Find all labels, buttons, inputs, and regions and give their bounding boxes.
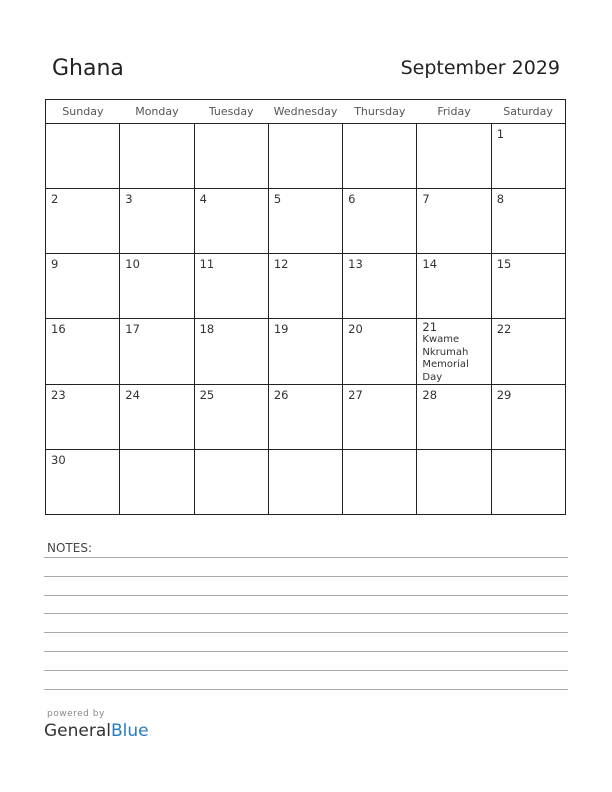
day-cell — [194, 319, 268, 385]
day-number: 11 — [199, 257, 215, 271]
day-number: 1 — [496, 127, 505, 141]
brand-general: General — [44, 721, 111, 741]
day-cell — [46, 385, 120, 450]
notes-line — [44, 595, 568, 596]
day-cell — [268, 254, 342, 319]
day-cell — [268, 450, 342, 515]
week-row — [46, 319, 566, 385]
day-cell — [417, 189, 491, 254]
day-number: 30 — [51, 453, 66, 467]
day-number: 9 — [51, 257, 59, 271]
day-cell — [268, 124, 342, 189]
day-cell — [268, 189, 342, 254]
day-number: 28 — [422, 388, 438, 402]
week-row — [46, 189, 566, 254]
day-cell — [491, 124, 565, 189]
holiday-label: Kwame Nkrumah Memorial Day — [422, 334, 469, 383]
week-row — [46, 124, 566, 189]
day-cell — [491, 319, 565, 385]
brand-blue: Blue — [111, 721, 149, 741]
day-number — [492, 450, 565, 453]
week-row — [46, 254, 566, 319]
weekday-sunday: Sunday — [46, 100, 120, 124]
week-row — [46, 450, 566, 515]
day-number: 6 — [348, 192, 356, 206]
day-number — [195, 124, 268, 127]
day-cell — [194, 385, 268, 450]
day-cell — [417, 385, 491, 450]
day-cell — [46, 124, 120, 189]
day-number — [417, 124, 490, 127]
day-cell — [343, 124, 417, 189]
day-cell — [417, 254, 491, 319]
weekday-tuesday: Tuesday — [194, 100, 268, 124]
day-number: 10 — [125, 257, 140, 271]
day-cell — [343, 450, 417, 515]
generalblue-logo — [44, 721, 149, 741]
day-number: 3 — [125, 192, 133, 206]
weekday-header-row — [46, 100, 566, 124]
day-cell — [120, 189, 194, 254]
day-number: 12 — [273, 257, 289, 271]
day-cell — [491, 189, 565, 254]
day-cell — [194, 124, 268, 189]
day-number: 8 — [496, 192, 505, 206]
day-number: 26 — [273, 388, 289, 402]
day-number — [343, 124, 416, 127]
day-cell — [120, 319, 194, 385]
day-number: 19 — [273, 322, 289, 336]
day-cell — [491, 450, 565, 515]
day-cell — [417, 319, 491, 385]
day-number — [120, 450, 193, 453]
day-number: 27 — [348, 388, 363, 402]
weekday-monday: Monday — [120, 100, 194, 124]
notes-line — [44, 557, 568, 558]
day-cell — [491, 385, 565, 450]
day-number: 7 — [422, 192, 430, 206]
weekday-saturday: Saturday — [491, 100, 565, 124]
week-row — [46, 385, 566, 450]
day-number: 20 — [348, 322, 363, 336]
notes-line — [44, 613, 568, 614]
day-number: 25 — [199, 388, 215, 402]
day-cell — [120, 254, 194, 319]
month-year-title: September 2029 — [400, 57, 560, 79]
day-cell — [46, 254, 120, 319]
notes-line — [44, 651, 568, 652]
notes-line — [44, 576, 568, 577]
day-number — [120, 124, 193, 127]
day-number — [46, 124, 119, 127]
day-number: 23 — [51, 388, 66, 402]
day-number: 2 — [51, 192, 59, 206]
day-number — [269, 450, 342, 453]
day-cell — [343, 189, 417, 254]
day-cell — [194, 450, 268, 515]
weekday-wednesday: Wednesday — [268, 100, 342, 124]
day-cell — [46, 319, 120, 385]
day-cell — [491, 254, 565, 319]
day-number: 18 — [199, 322, 215, 336]
day-cell — [120, 385, 194, 450]
day-number — [343, 450, 416, 453]
day-cell — [194, 189, 268, 254]
day-number: 29 — [496, 388, 512, 402]
day-number: 16 — [51, 322, 66, 336]
day-number: 4 — [199, 192, 207, 206]
day-number — [417, 450, 490, 453]
calendar-grid — [45, 99, 566, 515]
day-number — [195, 450, 268, 453]
notes-line — [44, 689, 568, 690]
day-number: 22 — [496, 322, 512, 336]
day-cell — [120, 124, 194, 189]
day-number: 14 — [422, 257, 438, 271]
day-number: 13 — [348, 257, 363, 271]
day-cell — [417, 124, 491, 189]
day-cell — [268, 385, 342, 450]
day-cell — [343, 254, 417, 319]
day-cell — [46, 189, 120, 254]
powered-by-text: powered by — [47, 709, 105, 719]
day-cell — [343, 385, 417, 450]
notes-label: NOTES: — [47, 541, 92, 555]
country-title: Ghana — [52, 56, 124, 81]
day-number — [269, 124, 342, 127]
day-cell — [268, 319, 342, 385]
day-cell — [194, 254, 268, 319]
weekday-friday: Friday — [417, 100, 491, 124]
notes-line — [44, 670, 568, 671]
day-cell — [417, 450, 491, 515]
day-number: 17 — [125, 322, 140, 336]
notes-line — [44, 632, 568, 633]
weekday-thursday: Thursday — [343, 100, 417, 124]
day-number: 21 — [422, 320, 438, 334]
day-cell — [120, 450, 194, 515]
day-number: 15 — [496, 257, 512, 271]
day-cell — [46, 450, 120, 515]
day-number: 24 — [125, 388, 140, 402]
day-cell — [343, 319, 417, 385]
day-number: 5 — [273, 192, 282, 206]
